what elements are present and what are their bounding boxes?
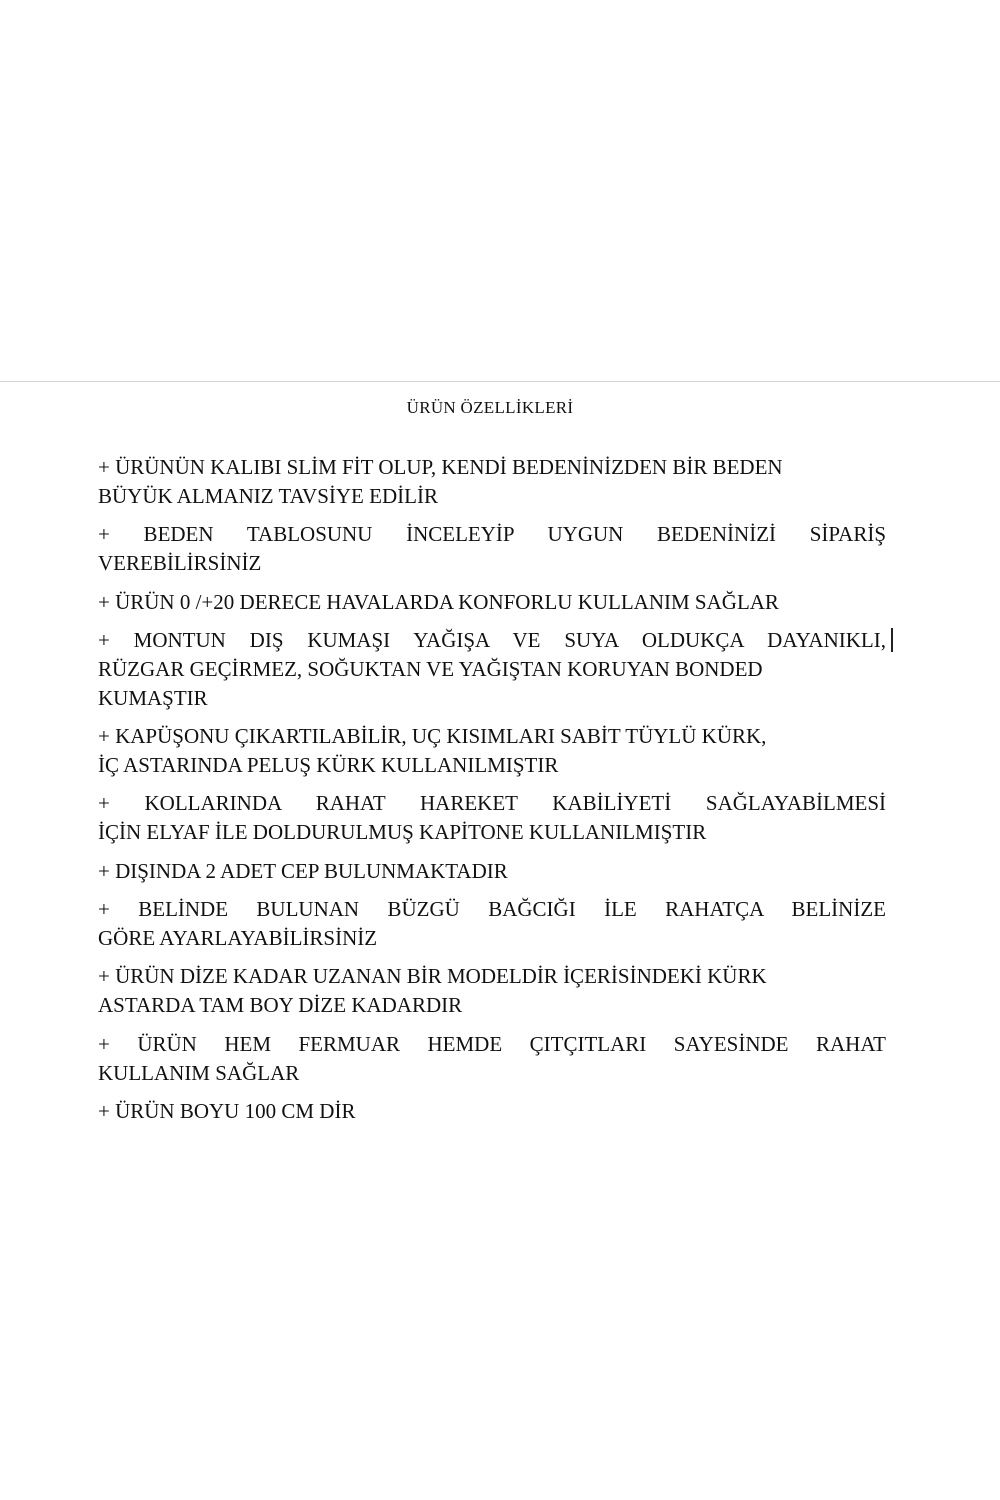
feature-line: + KOLLARINDA RAHAT HAREKET KABİLİYETİ SAĞLAYABİLMESİ	[98, 791, 886, 816]
feature-item-10	[98, 1030, 886, 1088]
feature-item-9	[98, 962, 886, 1020]
feature-item-8	[98, 895, 886, 953]
feature-line: + ÜRÜN 0 /+20 DERECE HAVALARDA KONFORLU KULLANIM SAĞLAR	[98, 589, 779, 614]
feature-line: + MONTUN DIŞ KUMAŞI YAĞIŞA VE SUYA OLDUKÇA DAYANIKLI,	[98, 627, 886, 652]
feature-line: + BEDEN TABLOSUNU İNCELEYİP UYGUN BEDENİNİZİ SİPARİŞ	[98, 522, 886, 547]
feature-line: BÜYÜK ALMANIZ TAVSİYE EDİLİR	[98, 484, 438, 508]
feature-item-5	[98, 722, 886, 780]
feature-item-4	[98, 626, 886, 713]
feature-line: + BELİNDE BULUNAN BÜZGÜ BAĞCIĞI İLE RAHATÇA BELİNİZE	[98, 897, 886, 922]
feature-item-2	[98, 520, 886, 578]
feature-line: + ÜRÜN DİZE KADAR UZANAN BİR MODELDİR İÇERİSİNDEKİ KÜRK	[98, 964, 767, 989]
feature-item-11	[98, 1097, 886, 1126]
text-cursor	[891, 628, 893, 652]
feature-line: KUMAŞTIR	[98, 685, 208, 710]
feature-line: + ÜRÜN HEM FERMUAR HEMDE ÇITÇITLARI SAYESİNDE RAHAT	[98, 1031, 886, 1056]
feature-list	[98, 453, 886, 1135]
feature-line: + KAPÜŞONU ÇIKARTILABİLİR, UÇ KISIMLARI SABİT TÜYLÜ KÜRK,	[98, 724, 767, 749]
feature-line: RÜZGAR GEÇİRMEZ, SOĞUKTAN VE YAĞIŞTAN KORUYAN BONDED	[98, 656, 763, 681]
feature-line: VEREBİLİRSİNİZ	[98, 551, 262, 576]
feature-line: ASTARDA TAM BOY DİZE KADARDIR	[98, 993, 463, 1018]
feature-line: + ÜRÜN BOYU 100 CM DİR	[98, 1098, 356, 1123]
feature-item-3	[98, 588, 886, 617]
feature-line: KULLANIM SAĞLAR	[98, 1060, 300, 1085]
feature-line: İÇİN ELYAF İLE DOLDURULMUŞ KAPİTONE KULLANILMIŞTIR	[98, 820, 707, 845]
feature-item-1	[98, 453, 886, 511]
feature-line: + ÜRÜNÜN KALIBI SLİM FİT OLUP, KENDİ BEDENİNİZDEN BİR BEDEN	[98, 455, 783, 479]
feature-item-7	[98, 857, 886, 886]
feature-item-6	[98, 789, 886, 847]
feature-line: + DIŞINDA 2 ADET CEP BULUNMAKTADIR	[98, 858, 508, 883]
feature-line: İÇ ASTARINDA PELUŞ KÜRK KULLANILMIŞTIR	[98, 753, 559, 778]
feature-line: GÖRE AYARLAYABİLİRSİNİZ	[98, 926, 378, 951]
document-title: ÜRÜN ÖZELLİKLERİ	[406, 398, 574, 417]
page-divider	[0, 381, 1000, 382]
